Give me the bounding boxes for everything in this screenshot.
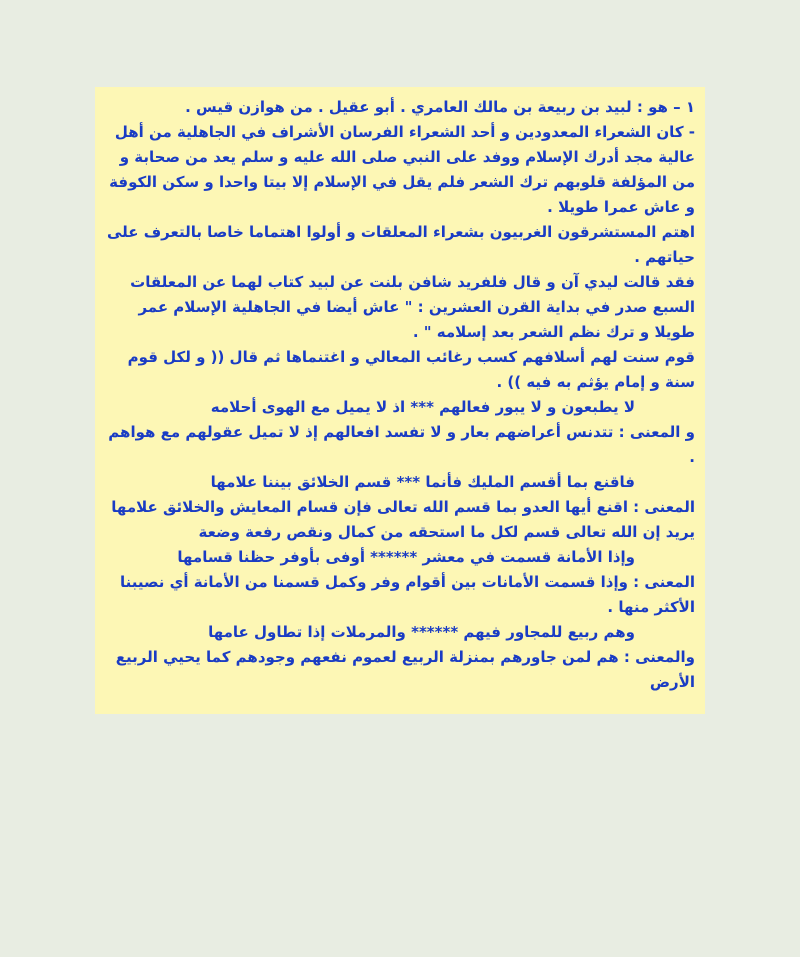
paragraph-biography: - كان الشعراء المعدودين و أحد الشعراء الفرسان الأشراف في الجاهلية من أهل عالية مجد أدرك الإسلام ووفد على النبي صلى الله عليه و سلم يعد من صحابة و من المؤلفة قلوبهم ترك الشعر فلم يقل في الإسلام إلا بيتا واحدا و سكن الكوفة و عاش عمرا طويلا . bbox=[109, 123, 695, 216]
meaning-2: المعنى : اقنع أيها العدو بما قسم الله تعالى فإن قسام المعايش والخلائق علامها يريد إن الله تعالى قسم لكل ما استحقه من كمال ونقص رفعة وضعة bbox=[111, 498, 695, 541]
paragraph-ancestors: قوم سنت لهم أسلافهم كسب رغائب المعالي و اغتنماها ثم قال (( و لكل قوم سنة و إمام يؤثم به فيه )) . bbox=[127, 348, 695, 391]
verse-1: لا يطبعون و لا يبور فعالهم *** اذ لا يميل مع الهوى أحلامه bbox=[210, 398, 635, 416]
meaning-4: والمعنى : هم لمن جاورهم بمنزلة الربيع لعموم نفعهم وجودهم كما يحيي الربيع الأرض bbox=[115, 648, 695, 691]
paragraph-orientalists: اهتم المستشرقون الغربيون بشعراء المعلقات و أولوا اهتماما خاصا بالتعرف على حياتهم . bbox=[106, 223, 695, 266]
verse-2: فاقنع بما أقسم المليك فأنما *** قسم الخلائق بيننا علامها bbox=[210, 473, 635, 491]
meaning-3: المعنى : وإذا قسمت الأمانات بين أقوام وفر وكمل قسمنا من الأمانة أي نصيبنا الأكثر منها . bbox=[119, 573, 695, 616]
text-box bbox=[95, 87, 705, 714]
paragraph-blunt-quote: فقد قالت ليدي آن و قال فلفريد شافن بلنت عن لبيد كتاب لهما عن المعلقات السبع صدر في بداية القرن العشرين : " عاش أيضا في الجاهلية الإسلام عمر طويلا و ترك نظم الشعر بعد إسلامه " . bbox=[130, 273, 695, 341]
verse-4: وهم ربيع للمجاور فيهم ****** والمرملات إذا تطاول عامها bbox=[208, 623, 635, 641]
paragraph-identity: ١ – هو : لبيد بن ربيعة بن مالك العامري . أبو عقيل . من هوازن قيس . bbox=[185, 98, 695, 116]
meaning-1: و المعنى : تتدنس أعراضهم بعار و لا تفسد افعالهم إذ لا تميل عقولهم مع هواهم . bbox=[108, 423, 695, 466]
verse-3: وإذا الأمانة قسمت في معشر ****** أوفى بأوفر حظنا قسامها bbox=[177, 548, 635, 566]
